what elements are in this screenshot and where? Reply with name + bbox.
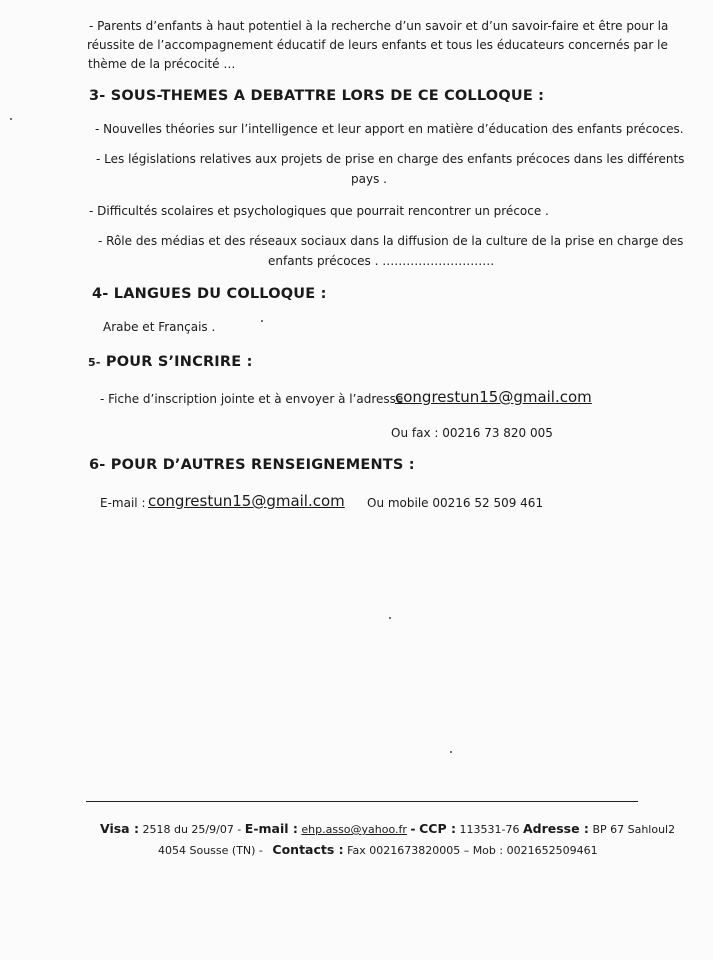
- intro-line-3: thème de la précocité …: [88, 57, 236, 71]
- footer-email-label: E-mail :: [244, 821, 298, 836]
- section-3-item-4-line-2: enfants précoces . ……………………….: [268, 254, 495, 268]
- footer-ccp-label: CCP :: [419, 821, 456, 836]
- section-3-item-2-line-1: - Les législations relatives aux projets de prise en charge des enfants précoces dans les différents: [96, 152, 685, 166]
- footer-visa-value: 2518 du 25/9/07 -: [142, 823, 242, 836]
- scan-speck: [450, 751, 452, 753]
- footer-line-2: [158, 842, 598, 857]
- section-5-number: 5-: [88, 356, 101, 369]
- section-3-item-3: - Difficultés scolaires et psychologiques que pourrait rencontrer un précoce .: [89, 204, 549, 218]
- section-6-heading: 6- POUR D’AUTRES RENSEIGNEMENTS :: [89, 457, 415, 473]
- section-5-heading: [88, 354, 253, 370]
- section-3-item-2-line-2: pays .: [351, 172, 387, 186]
- footer-line-1: [100, 821, 675, 836]
- scan-speck: [10, 118, 12, 120]
- footer-separator-dash: -: [410, 821, 416, 836]
- intro-line-1: - Parents d’enfants à haut potentiel à la recherche d’un savoir et d’un savoir-faire et être pour la: [89, 19, 669, 33]
- footer-contacts-value: Fax 0021673820005 – Mob : 0021652509461: [347, 844, 598, 857]
- section-5-fax: Ou fax : 00216 73 820 005: [391, 426, 553, 440]
- intro-line-2: réussite de l’accompagnement éducatif de leurs enfants et tous les éducateurs concernés par le: [87, 38, 668, 52]
- footer-separator: [86, 801, 638, 802]
- footer-adresse-value: BP 67 Sahloul2: [592, 823, 676, 836]
- section-3-heading: 3- SOUS-THEMES A DEBATTRE LORS DE CE COLLOQUE :: [89, 88, 545, 104]
- section-3-item-4-line-1: - Rôle des médias et des réseaux sociaux dans la diffusion de la culture de la prise en charge des: [98, 234, 684, 248]
- section-6-mobile: Ou mobile 00216 52 509 461: [367, 496, 544, 510]
- footer-contacts-label: Contacts :: [272, 842, 344, 857]
- section-5-text: - Fiche d’inscription jointe et à envoyer à l’adresse: [100, 392, 404, 406]
- footer-visa-label: Visa :: [100, 821, 139, 836]
- section-6-email-label: E-mail :: [100, 496, 146, 510]
- footer-city: 4054 Sousse (TN) -: [158, 844, 263, 857]
- section-5-email-link[interactable]: congrestun15@gmail.com: [395, 388, 592, 406]
- scan-speck: [389, 617, 391, 619]
- section-4-heading: 4- LANGUES DU COLLOQUE :: [92, 286, 327, 302]
- section-4-text: Arabe et Français .: [103, 320, 216, 334]
- footer-adresse-label: Adresse :: [522, 821, 589, 836]
- footer-email-link[interactable]: ehp.asso@yahoo.fr: [301, 823, 407, 836]
- section-6-email-link[interactable]: congrestun15@gmail.com: [148, 492, 345, 510]
- scan-speck: [261, 320, 263, 322]
- section-5-title: POUR S’INCRIRE :: [105, 354, 253, 370]
- section-3-item-1: - Nouvelles théories sur l’intelligence et leur apport en matière d’éducation des enfants précoces.: [95, 122, 684, 136]
- footer-ccp-value: 113531-76: [459, 823, 520, 836]
